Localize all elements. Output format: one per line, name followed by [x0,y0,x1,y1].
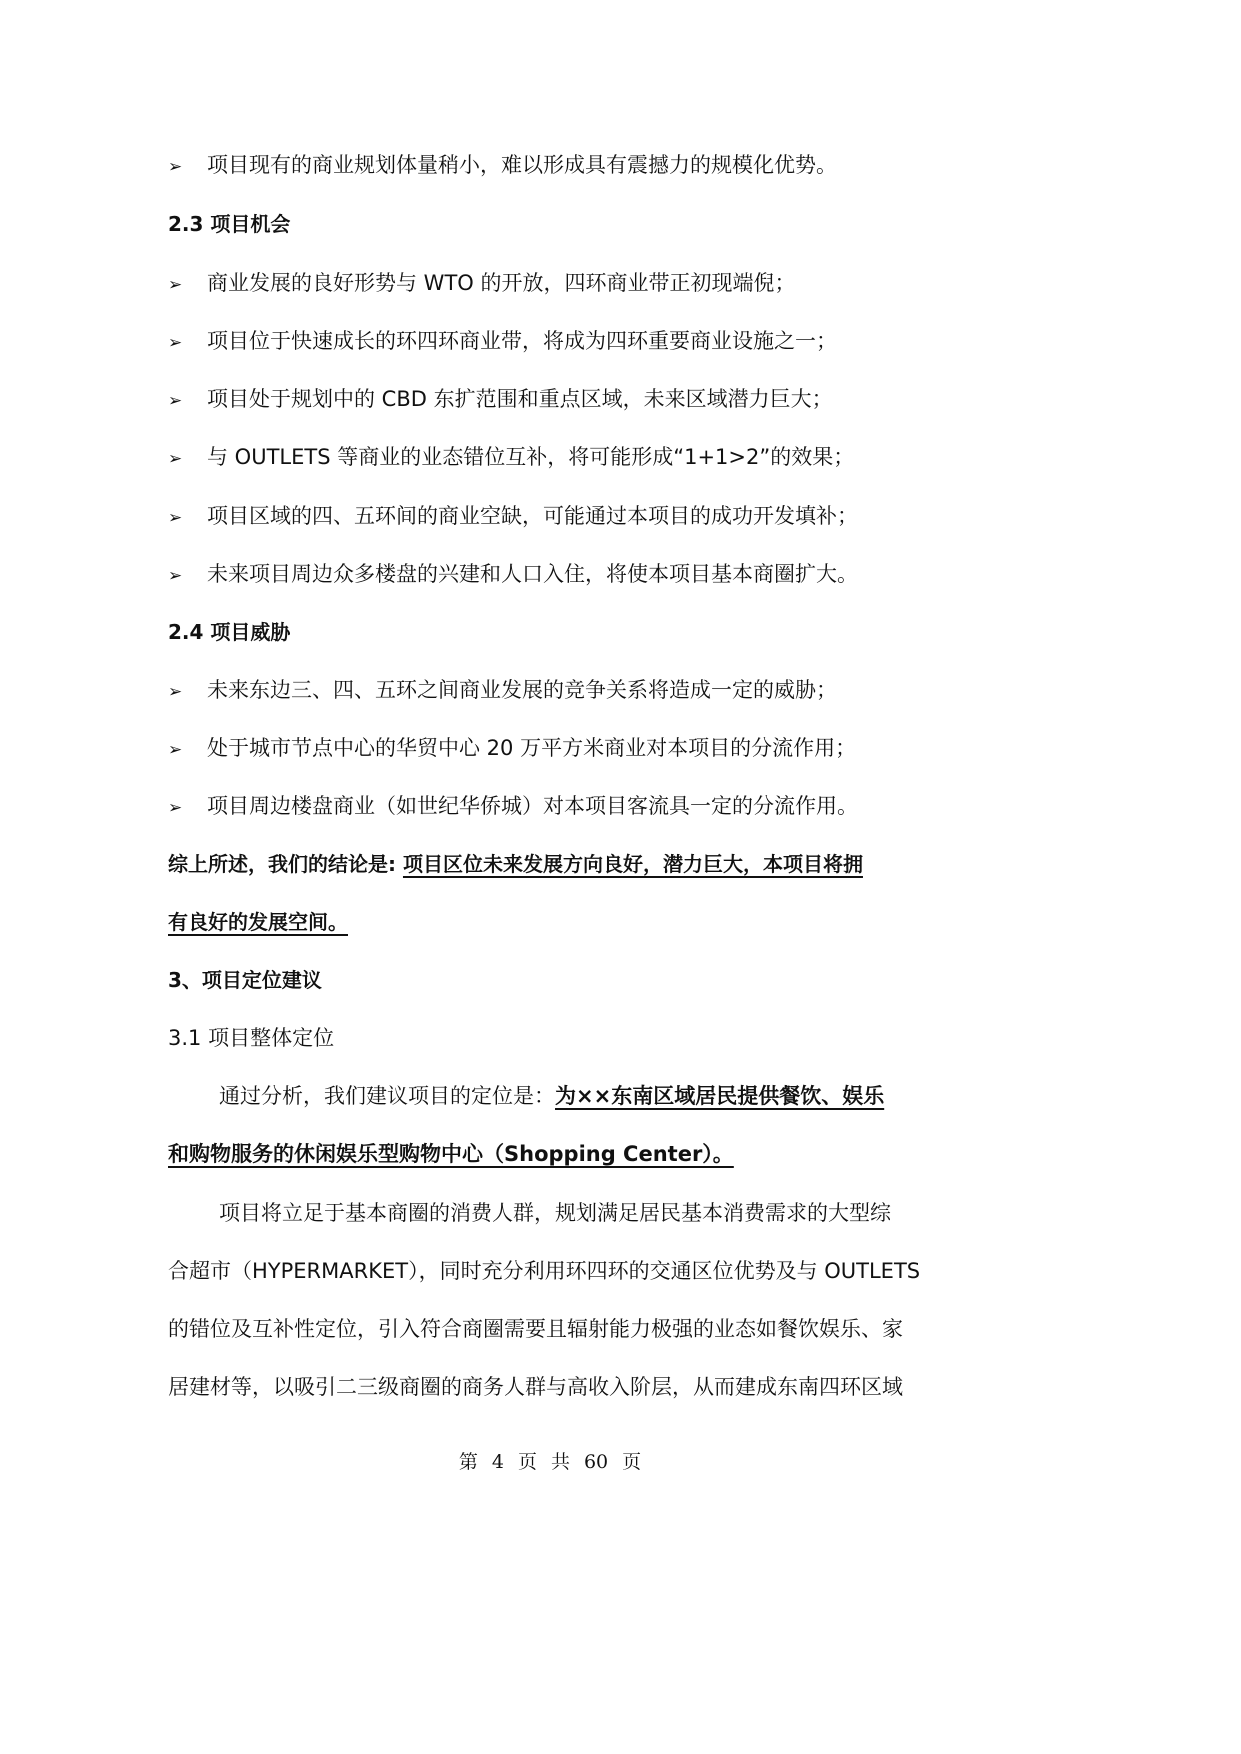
footer-total-pages: 60 [583,1451,609,1473]
paragraph-line: 项目将立足于基本商圈的消费人群，规划满足居民基本消费需求的大型综 [219,1201,891,1225]
arrow-bullet-icon: ➢ [168,157,183,177]
footer-suffix: 页 [622,1451,642,1473]
list-item [168,150,837,182]
list-item-text: 处于城市节点中心的华贸中心 20 万平方米商业对本项目的分流作用； [207,736,857,760]
conclusion-lead: 综上所述，我们的结论是: [168,852,403,876]
arrow-bullet-icon: ➢ [168,740,183,760]
list-item [168,559,858,591]
arrow-bullet-icon: ➢ [168,391,183,411]
positioning-lead: 通过分析，我们建议项目的定位是： [219,1084,555,1108]
arrow-bullet-icon: ➢ [168,508,183,528]
list-item-text: 项目现有的商业规划体量稍小，难以形成具有震撼力的规模化优势。 [207,153,837,177]
list-item-text: 项目区域的四、五环间的商业空缺，可能通过本项目的成功开发填补； [207,504,858,528]
conclusion-underlined-text: 项目区位未来发展方向良好，潜力巨大，本项目将拥 [402,852,863,876]
arrow-bullet-icon: ➢ [168,333,183,353]
arrow-bullet-icon: ➢ [168,682,183,702]
positioning-statement: 和购物服务的休闲娱乐型购物中心（Shopping Center）。 [168,1142,734,1166]
footer-prefix: 第 [458,1451,478,1473]
list-item-text: 未来东边三、四、五环之间商业发展的竞争关系将造成一定的威胁； [207,678,837,702]
list-item [168,326,837,358]
paragraph-line: 合超市（HYPERMARKET），同时充分利用环四环的交通区位优势及与 OUTLETS [168,1259,921,1283]
list-item-text: 商业发展的良好形势与 WTO 的开放，四环商业带正初现端倪； [207,271,796,295]
list-item-text: 与 OUTLETS 等商业的业态错位互补，将可能形成“1+1>2”的效果； [207,445,855,469]
list-item-text: 项目处于规划中的 CBD 东扩范围和重点区域，未来区域潜力巨大； [207,387,833,411]
footer-total-label: 共 [550,1451,570,1473]
list-item [168,268,795,300]
list-item [168,791,858,823]
list-item [168,733,856,765]
footer-page-label: 页 [517,1451,537,1473]
arrow-bullet-icon: ➢ [168,798,183,818]
subsection-heading-3-1: 3.1 项目整体定位 [168,1026,335,1050]
paragraph-line: 的错位及互补性定位，引入符合商圈需要且辐射能力极强的业态如餐饮娱乐、家 [168,1317,903,1341]
section-heading-3: 3、项目定位建议 [168,968,322,992]
list-item-text: 未来项目周边众多楼盘的兴建和人口入住，将使本项目基本商圈扩大。 [207,562,858,586]
list-item [168,675,837,707]
positioning-paragraph-line-2 [168,1139,734,1169]
list-item-text: 项目位于快速成长的环四环商业带，将成为四环重要商业设施之一； [207,329,837,353]
list-item [168,501,858,533]
arrow-bullet-icon: ➢ [168,275,183,295]
list-item [168,384,833,416]
list-item [168,442,854,474]
footer-page-number: 4 [491,1451,504,1473]
page-footer [0,1448,1100,1476]
section-heading-2-3: 2.3 项目机会 [168,212,291,236]
paragraph-line: 居建材等，以吸引二三级商圈的商务人群与高收入阶层，从而建成东南四环区域 [168,1375,903,1399]
conclusion-line-2 [168,907,348,937]
arrow-bullet-icon: ➢ [168,449,183,469]
positioning-statement: 为××东南区域居民提供餐饮、娱乐 [555,1084,885,1108]
arrow-bullet-icon: ➢ [168,566,183,586]
list-item-text: 项目周边楼盘商业（如世纪华侨城）对本项目客流具一定的分流作用。 [207,794,858,818]
section-heading-2-4: 2.4 项目威胁 [168,620,291,644]
conclusion-line-1 [168,849,863,879]
positioning-paragraph-line-1 [219,1081,884,1111]
conclusion-underlined-text: 有良好的发展空间。 [168,910,348,934]
